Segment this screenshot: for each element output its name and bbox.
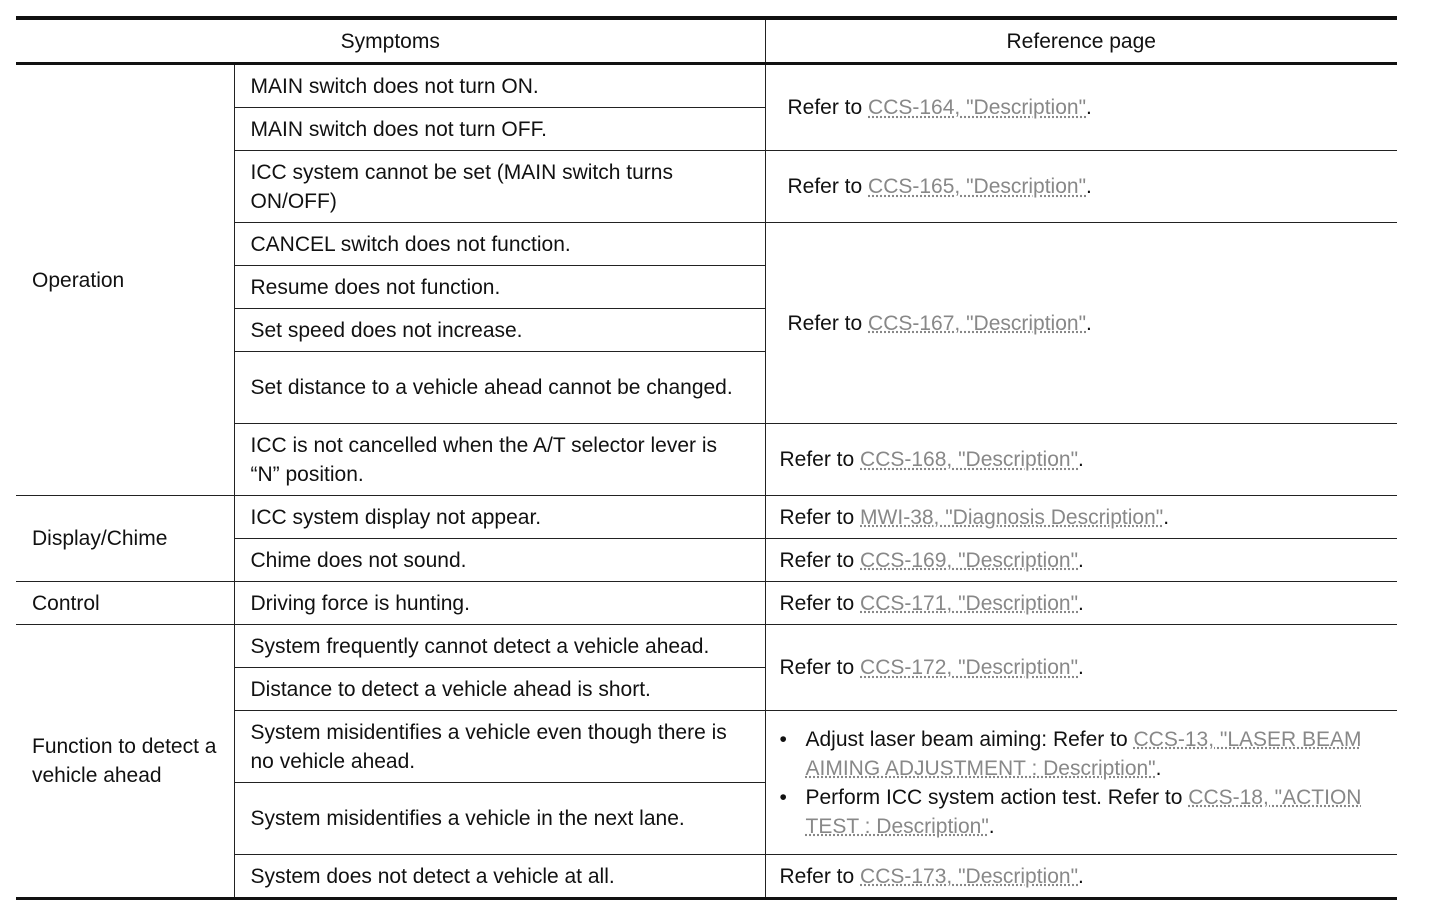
symptom-cell: Set distance to a vehicle ahead cannot be changed. [234, 352, 765, 424]
category-display-chime: Display/Chime [16, 496, 234, 582]
period: . [1078, 864, 1084, 888]
category-operation: Operation [16, 64, 234, 496]
table-header-row [16, 18, 1397, 64]
symptom-cell: Chime does not sound. [234, 539, 765, 582]
category-function-detect: Function to detect a vehicle ahead [16, 625, 234, 899]
symptoms-header: Symptoms [16, 18, 765, 64]
reference-link[interactable]: CCS-171, "Description" [860, 591, 1079, 615]
bullet-text: Adjust laser beam aiming: Refer to [805, 727, 1128, 751]
period: . [1163, 505, 1170, 529]
refer-to-label: Refer to [779, 656, 855, 679]
refer-to-label: Refer to [787, 311, 863, 335]
refer-to-label: Refer to [779, 448, 855, 471]
period: . [1078, 656, 1084, 679]
reference-bullets-cell [765, 711, 1397, 855]
bullet-item [780, 725, 1384, 783]
reference-link[interactable]: CCS-172, "Description" [860, 656, 1079, 679]
period: . [1078, 548, 1084, 572]
refer-to-label: Refer to [787, 96, 863, 119]
symptom-cell: System frequently cannot detect a vehicle ahead. [234, 625, 765, 668]
symptom-cell: ICC is not cancelled when the A/T selector lever is “N” position. [234, 424, 765, 496]
symptom-cell: CANCEL switch does not function. [234, 223, 765, 266]
symptom-cell: MAIN switch does not turn OFF. [234, 108, 765, 151]
table-row [16, 496, 1397, 539]
reference-link[interactable]: CCS-167, "Description" [868, 311, 1087, 335]
table-row [16, 582, 1397, 625]
period: . [1078, 591, 1084, 615]
reference-cell [765, 582, 1397, 625]
period: . [988, 814, 995, 838]
period: . [1155, 756, 1162, 780]
bullet-list [780, 725, 1384, 841]
bullet-text: Perform ICC system action test. Refer to [805, 785, 1183, 809]
reference-link[interactable]: CCS-164, "Description" [868, 96, 1087, 119]
symptom-table [16, 16, 1397, 900]
reference-cell [765, 855, 1397, 899]
refer-to-label: Refer to [787, 175, 863, 198]
reference-cell [765, 625, 1397, 711]
period: . [1086, 175, 1092, 198]
bullet-item [780, 783, 1384, 841]
reference-cell [765, 151, 1397, 223]
symptom-cell: System does not detect a vehicle at all. [234, 855, 765, 899]
refer-to-label: Refer to [779, 864, 855, 888]
symptom-cell: System misidentifies a vehicle even though there is no vehicle ahead. [234, 711, 765, 783]
refer-to-label: Refer to [779, 505, 855, 529]
reference-link[interactable]: CCS-165, "Description" [868, 175, 1087, 198]
symptom-cell: System misidentifies a vehicle in the next lane. [234, 783, 765, 855]
symptom-cell: MAIN switch does not turn ON. [234, 64, 765, 108]
symptom-cell: Distance to detect a vehicle ahead is short. [234, 668, 765, 711]
reference-cell [765, 64, 1397, 151]
table-row [16, 64, 1397, 108]
period: . [1086, 96, 1092, 119]
refer-to-label: Refer to [779, 548, 855, 572]
table-row [16, 625, 1397, 668]
reference-link[interactable]: CCS-169, "Description" [860, 548, 1079, 572]
reference-cell [765, 496, 1397, 539]
reference-link[interactable]: CCS-18, "ACTION TEST : Description" [805, 785, 1362, 838]
symptom-cell: ICC system display not appear. [234, 496, 765, 539]
reference-link[interactable]: MWI-38, "Diagnosis Description" [860, 505, 1164, 529]
refer-to-label: Refer to [779, 591, 855, 615]
reference-cell [765, 223, 1397, 424]
symptom-cell: Set speed does not increase. [234, 309, 765, 352]
symptom-cell: ICC system cannot be set (MAIN switch turns ON/OFF) [234, 151, 765, 223]
period: . [1086, 311, 1092, 335]
reference-cell [765, 424, 1397, 496]
reference-link[interactable]: CCS-168, "Description" [860, 448, 1079, 471]
category-control: Control [16, 582, 234, 625]
period: . [1078, 448, 1084, 471]
reference-header: Reference page [765, 18, 1397, 64]
reference-cell [765, 539, 1397, 582]
symptom-cell: Resume does not function. [234, 266, 765, 309]
symptom-cell: Driving force is hunting. [234, 582, 765, 625]
reference-link[interactable]: CCS-13, "LASER BEAM AIMING ADJUSTMENT : Description" [805, 727, 1362, 780]
reference-link[interactable]: CCS-173, "Description" [860, 864, 1079, 888]
